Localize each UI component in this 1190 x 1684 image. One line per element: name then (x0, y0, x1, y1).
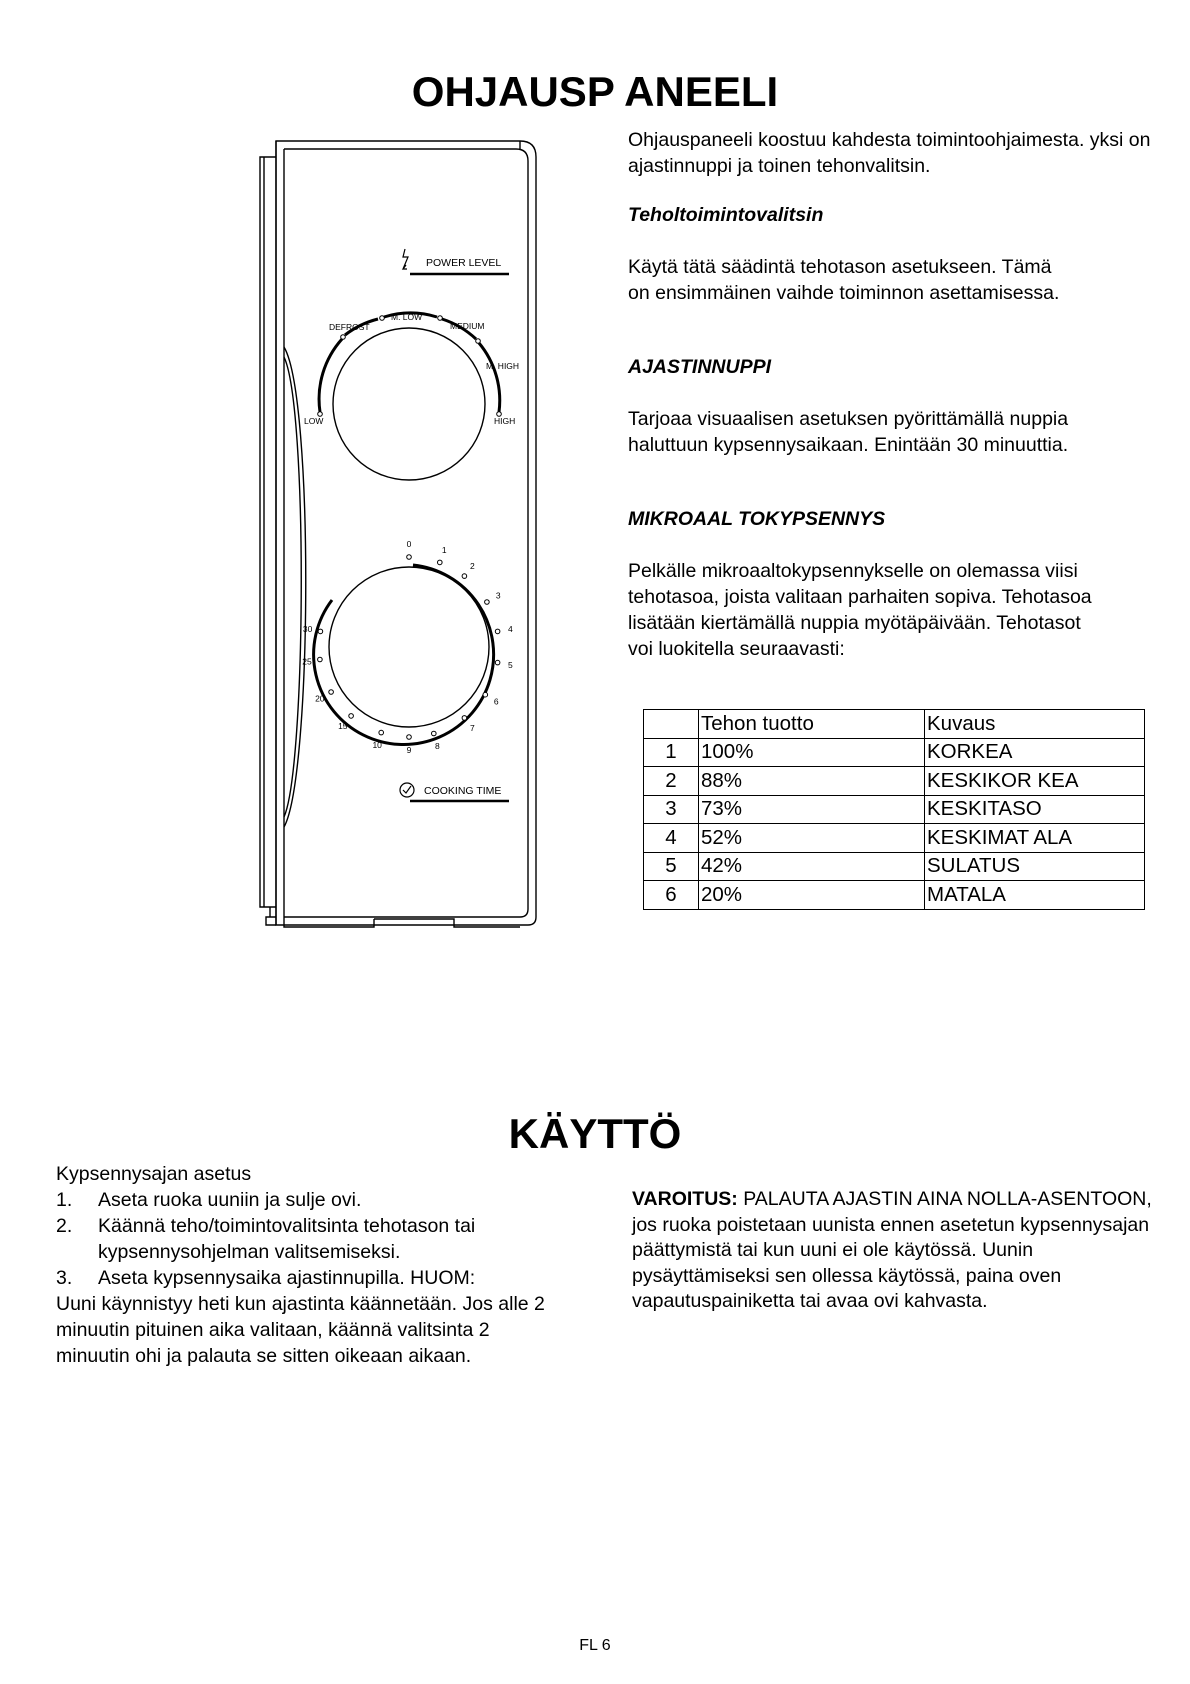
timer-mark-label: 0 (406, 539, 412, 549)
timer-mark-dot (329, 690, 334, 695)
table-cell: 52% (699, 824, 925, 853)
power-mark-mhigh: M. HIGH (486, 361, 520, 371)
table-header-cell (644, 710, 699, 739)
step-text: Aseta kypsennysaika ajastinnupilla. HUOM: (98, 1267, 476, 1289)
table-cell: KESKIMAT ALA (925, 824, 1145, 853)
clock-icon (400, 783, 414, 797)
timer-mark-label: 25 (302, 656, 312, 667)
table-cell: 3 (644, 795, 699, 824)
power-mark-mlow: M. LOW (391, 312, 423, 322)
table-cell: 6 (644, 881, 699, 910)
timer-mark-dot (318, 629, 323, 634)
power-selector-text: Käytä tätä säädintä tehotason asetukseen. Tämä on ensimmäinen vaihde toiminnon asettamisessa. (628, 256, 1060, 304)
timer-mark-dot (495, 660, 500, 665)
warning-label: VAROITUS: (632, 1188, 738, 1210)
table-cell: 5 (644, 852, 699, 881)
step-number: 1. (56, 1189, 73, 1211)
timer-mark-label: 10 (372, 740, 382, 750)
timer-text: Tarjoaa visuaalisen asetuksen pyörittämällä nuppia haluttuun kypsennysaikaan. Enintään 30 minuuttia. (628, 408, 1069, 456)
timer-mark-label: 1 (441, 545, 447, 556)
table-header-cell: Tehon tuotto (699, 710, 925, 739)
timer-mark-dot (485, 600, 490, 605)
power-mark-high: HIGH (494, 416, 516, 426)
table-cell: MATALA (925, 881, 1145, 910)
table-row (644, 738, 1145, 767)
control-panel-diagram (254, 137, 554, 937)
steps-list (56, 1187, 558, 1291)
cooking-time-subtitle: Kypsennysajan asetus (56, 1163, 252, 1185)
timer-mark-dot (483, 692, 488, 697)
power-mark-low: LOW (304, 416, 324, 426)
power-knob[interactable] (333, 328, 485, 480)
table-cell: 2 (644, 767, 699, 796)
timer-mark-label: 5 (508, 659, 513, 670)
step-number: 2. (56, 1215, 73, 1237)
timer-mark-label: 20 (315, 693, 325, 704)
table-cell: 73% (699, 795, 925, 824)
list-item (56, 1213, 558, 1265)
timer-mark-dot (407, 555, 412, 560)
table-row (644, 795, 1145, 824)
table-header-row (644, 710, 1145, 739)
warning-text (632, 1187, 1152, 1315)
timer-mark-label: 2 (470, 560, 475, 571)
timer-mark-dot (379, 730, 384, 735)
note-text: Uuni käynnistyy heti kun ajastinta käännetään. Jos alle 2 minuutin pituinen aika valitaan, käännä valitsinta 2 minuutin ohi ja palauta se sitten oikeaan aikaan. (56, 1293, 545, 1367)
table-header-cell: Kuvaus (925, 710, 1145, 739)
page-number: FL 6 (579, 1637, 611, 1654)
warning-body: PALAUTA AJASTIN AINA NOLLA-ASENTOON, jos ruoka poistetaan uunista ennen asetetun kypsennysajan päättymistä tai kun uuni ei ole käytössä. Uunin pysäyttämiseksi sen ollessa käytössä, paina oven vapautuspainiketta tai avaa ovi kahvasta. (632, 1188, 1152, 1312)
timer-mark-dot (318, 657, 323, 662)
table-cell: KORKEA (925, 738, 1145, 767)
microwave-heading: MIKROAAL TOKYPSENNYS (628, 508, 886, 530)
timer-mark-dot (462, 716, 467, 721)
timer-heading: AJASTINNUPPI (628, 356, 772, 378)
table-cell: 20% (699, 881, 925, 910)
table-cell: KESKIKOR KEA (925, 767, 1145, 796)
timer-mark-label: 3 (495, 590, 501, 601)
timer-mark-label: 30 (302, 624, 313, 635)
microwave-text: Pelkälle mikroaaltokypsennykselle on olemassa viisi tehotasoa, joista valitaan parhaiten sopiva. Tehotasoa lisätään kiertämällä nuppia myötäpäivään. Tehotasot voi luokitella seuraavasti: (628, 560, 1092, 660)
timer-mark-dot (495, 629, 500, 634)
table-cell: 1 (644, 738, 699, 767)
power-level-table (643, 709, 1145, 910)
timer-mark-label: 7 (470, 723, 475, 734)
section-title: KÄYTTÖ (508, 1110, 682, 1157)
table-row (644, 852, 1145, 881)
step-number: 3. (56, 1267, 73, 1289)
table-cell: SULATUS (925, 852, 1145, 881)
power-mark-medium: MEDIUM (450, 321, 485, 331)
timer-mark-dot (462, 574, 467, 579)
step-text: Käännä teho/toimintovalitsinta tehotason tai kypsennysohjelman valitsemiseksi. (98, 1215, 476, 1263)
intro-text: Ohjauspaneeli koostuu kahdesta toimintoohjaimesta. yksi on ajastinnuppi ja toinen tehonvalitsin. (628, 129, 1151, 177)
table-cell: 42% (699, 852, 925, 881)
lightning-icon (403, 249, 408, 269)
power-mark-defrost: DEFROST (329, 322, 370, 332)
timer-mark-label: 15 (338, 720, 348, 731)
table-cell: 100% (699, 738, 925, 767)
timer-mark-dot (438, 560, 443, 565)
table-cell: 4 (644, 824, 699, 853)
timer-knob[interactable] (329, 567, 489, 727)
timer-mark-label: 9 (406, 745, 412, 755)
power-level-label: POWER LEVEL (426, 257, 502, 269)
power-selector-heading: Teholtoimintovalitsin (628, 204, 824, 226)
list-item (56, 1265, 558, 1291)
table-cell: KESKITASO (925, 795, 1145, 824)
timer-mark-label: 6 (493, 696, 499, 707)
timer-mark-label: 4 (508, 624, 513, 635)
step-text: Aseta ruoka uuniin ja sulje ovi. (98, 1189, 362, 1211)
page-title: OHJAUSP ANEELI (411, 68, 779, 115)
table-row (644, 767, 1145, 796)
list-item (56, 1187, 558, 1213)
timer-mark-dot (349, 714, 354, 719)
timer-mark-dot (432, 731, 437, 736)
table-cell: 88% (699, 767, 925, 796)
table-row (644, 824, 1145, 853)
timer-mark-label: 8 (435, 741, 440, 751)
table-row (644, 881, 1145, 910)
cooking-time-label: COOKING TIME (424, 785, 502, 797)
timer-mark-dot (407, 735, 412, 740)
